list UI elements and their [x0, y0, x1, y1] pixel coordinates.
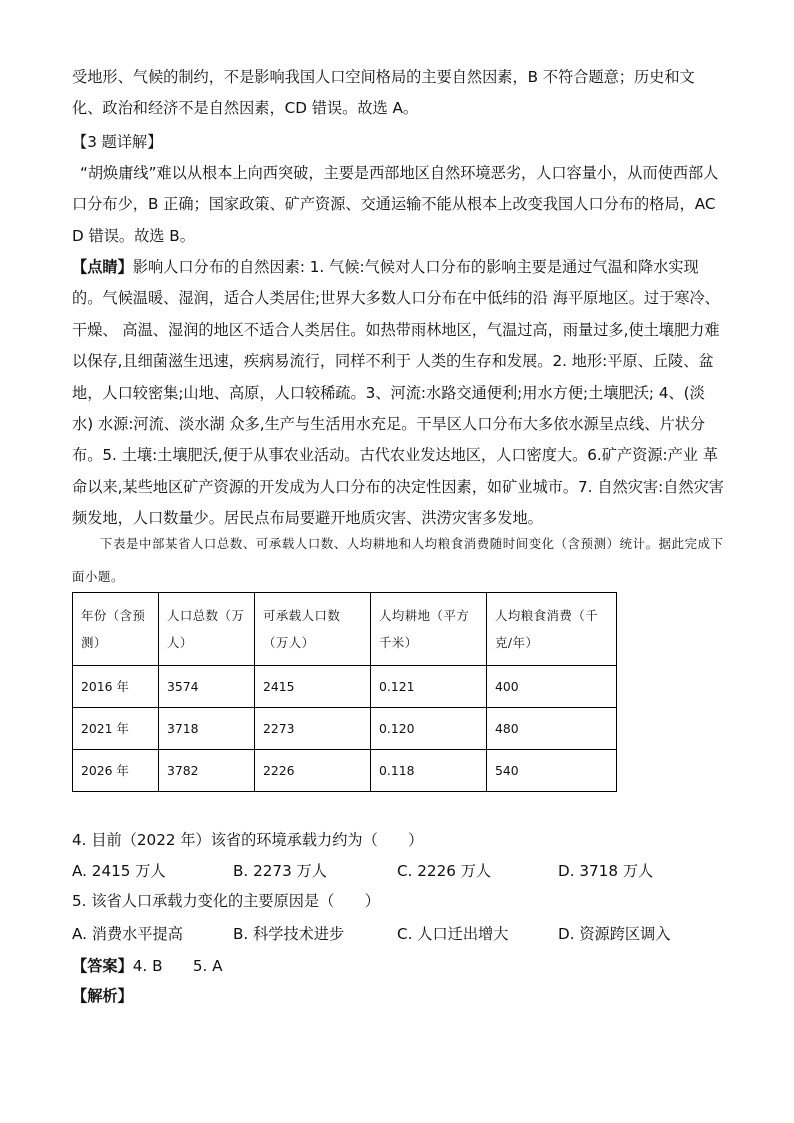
q5-option-c: C. 人口迁出增大: [397, 925, 509, 943]
q4-stem: 4. 目前（2022 年）该省的环境承载力约为（ ）: [72, 831, 424, 849]
cell-farmland: 0.120: [371, 708, 487, 750]
cell-farmland: 0.118: [371, 750, 487, 792]
cell-population: 3574: [159, 666, 255, 708]
previous-explanation: 受地形、气候的制约，不是影响我国人口空间格局的主要自然因素，B 不符合题意；历史和文化、政治和经济不是自然因素，CD 错误。故选 A。: [72, 68, 695, 118]
table-row: [73, 666, 617, 708]
q3-heading: 【3 题详解】: [72, 133, 163, 151]
header-year: 年份（含预测）: [73, 593, 159, 666]
table-intro: 下表是中部某省人口总数、可承载人口数、人均耕地和人均粮食消费随时间变化（含预测）统计。据此完成下面小题。: [72, 536, 724, 584]
cell-year: 2026 年: [73, 750, 159, 792]
cell-grain: 540: [487, 750, 617, 792]
q5-stem: 5. 该省人口承载力变化的主要原因是（ ）: [72, 892, 380, 910]
cell-capacity: 2273: [255, 708, 371, 750]
table-header-row: [73, 593, 617, 666]
answer-body: 4. B 5. A: [132, 957, 223, 975]
q4-option-a: A. 2415 万人: [72, 862, 166, 880]
table-row: [73, 750, 617, 792]
header-farmland: 人均耕地（平方千米）: [371, 593, 487, 666]
cell-grain: 480: [487, 708, 617, 750]
cell-capacity: 2226: [255, 750, 371, 792]
q4-option-d: D. 3718 万人: [558, 862, 654, 880]
analysis-heading: 【解析】: [72, 987, 133, 1005]
cell-grain: 400: [487, 666, 617, 708]
point-note: [72, 252, 724, 535]
header-grain: 人均粮食消费（千克/年）: [487, 593, 617, 666]
answer-tag: 【答案】: [72, 957, 133, 975]
q4-option-b: B. 2273 万人: [233, 862, 327, 880]
header-population: 人口总数（万人）: [159, 593, 255, 666]
cell-farmland: 0.121: [371, 666, 487, 708]
cell-year: 2016 年: [73, 666, 159, 708]
answer-line: [72, 956, 223, 976]
point-body: 影响人口分布的自然因素: 1. 气候:气候对人口分布的影响主要是通过气温和降水实现的。气候温暖、湿润，适合人类居住;世界大多数人口分布在中低纬的沿 海平原地区。过于寒冷、干燥、 高温、湿润的地区不适合人类居住。如热带雨林地区，气温过高，雨量过多,使土壤肥力难以保存,且细菌滋生迅速，疾病易流行，同样不利于 人类的生存和发展。2. 地形:平原、丘陵、盆地，人口较密集;山地、高原，人口较稀疏。3、河流:水路交通便利;用水方便;土壤肥沃; 4、(淡水) 水源:河流、淡水湖 众多,生产与生活用水充足。干旱区人口分布大多依水源呈点线、片状分布。5. 土壤:土壤肥沃,便于从事农业活动。古代农业发达地区，人口密度大。6.矿产资源:产业 革命以来,某些地区矿产资源的开发成为人口分布的决定性因素，如矿业城市。7. 自然灾害:自然灾害频发地，人口数量少。居民点布局要避开地质灾害、洪涝灾害多发地。: [72, 258, 724, 528]
q4-option-c: C. 2226 万人: [397, 862, 492, 880]
cell-capacity: 2415: [255, 666, 371, 708]
q3-detail: “胡焕庸线”难以从根本上向西突破，主要是西部地区自然环境恶劣，人口容量小，从而使西部人口分布少，B 正确；国家政策、矿产资源、交通运输不能从根本上改变我国人口分布的格局，ACD 错误。故选 B。: [72, 164, 719, 245]
cell-population: 3782: [159, 750, 255, 792]
q5-option-a: A. 消费水平提高: [72, 925, 183, 943]
q5-option-b: B. 科学技术进步: [233, 925, 345, 943]
point-tag: 【点睛】: [72, 258, 133, 276]
header-capacity: 可承载人口数（万人）: [255, 593, 371, 666]
population-table: [72, 592, 617, 792]
q5-option-d: D. 资源跨区调入: [558, 925, 671, 943]
cell-population: 3718: [159, 708, 255, 750]
table-row: [73, 708, 617, 750]
cell-year: 2021 年: [73, 708, 159, 750]
